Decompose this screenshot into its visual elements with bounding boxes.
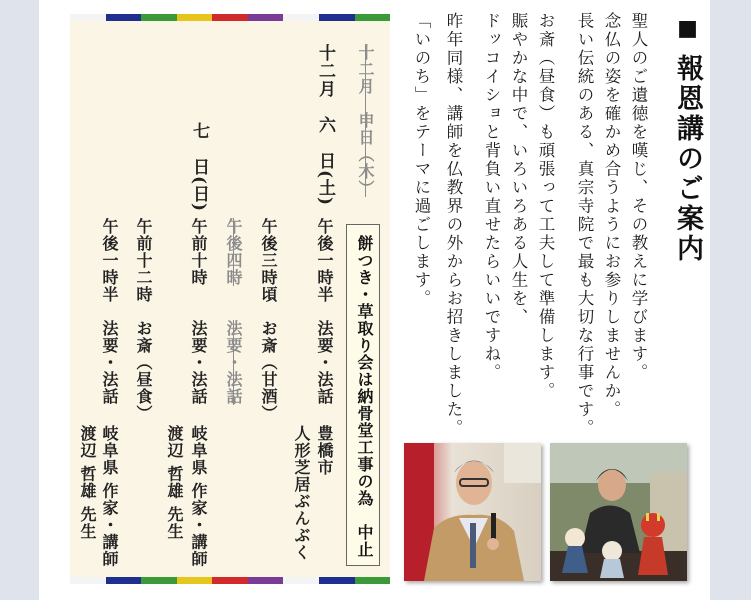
stripe-segment	[141, 577, 177, 584]
announcement-title	[668, 16, 707, 264]
day2-item3-speaker: 渡辺 哲雄 先生	[78, 425, 97, 541]
day2-item2-event: お斎（昼食）	[134, 320, 153, 422]
day2-item1-speaker: 渡辺 哲雄 先生	[165, 425, 184, 541]
puppet-photo	[550, 443, 687, 581]
announcement-paragraph-2: 念仏の姿を確かめ合うようにお参りしませんか。	[602, 12, 621, 419]
stripe-segment	[106, 14, 142, 21]
day2-item1-time: 午前十時	[189, 218, 208, 286]
cancellation-notice	[346, 224, 380, 566]
day1-item1-time: 午後一時半	[315, 218, 334, 303]
day1-item1-speaker: 人形芝居ぶんぶく	[292, 425, 311, 561]
day2-cancelled-time: 午後四時	[224, 218, 243, 286]
stripe-segment	[141, 14, 177, 21]
day2-item1-event: 法要・法話	[189, 320, 208, 405]
day2-item3-time: 午後一時半	[100, 218, 119, 303]
stripe-segment	[70, 577, 106, 584]
stripe-segment	[106, 577, 142, 584]
announcement-paragraph-3: 長い伝統のある、真宗寺院で最も大切な行事です。	[575, 12, 594, 438]
stripe-segment	[212, 14, 248, 21]
day2-cancelled-event: 法要・法話	[224, 320, 243, 405]
stripe-segment	[248, 14, 284, 21]
announcement-paragraph-1: 聖人のご遺徳を嘆じ、その教えに学びます。	[629, 12, 648, 382]
stripe-segment	[177, 14, 213, 21]
stripe-segment	[355, 577, 391, 584]
title-text: 報恩講のご案内	[672, 54, 703, 264]
stripe-segment	[319, 577, 355, 584]
day1-item2-time: 午後三時頃	[259, 218, 278, 303]
day1-item1-speaker-place: 豊橋市	[315, 425, 334, 476]
stripe-segment	[319, 14, 355, 21]
day2-item1-speaker-role: 岐阜県 作家・講師	[189, 425, 208, 568]
stripe-segment	[177, 577, 213, 584]
day2-date: 七 日(日)	[189, 122, 209, 213]
announcement-paragraph-7: 昨年同様、講師を仏教界の外からお招きしました。	[444, 12, 463, 438]
speaker-photo	[404, 443, 541, 581]
bottom-color-stripe	[70, 577, 390, 584]
stripe-segment	[283, 14, 319, 21]
day2-item2-time: 午前十二時	[134, 218, 153, 303]
stripe-segment	[283, 577, 319, 584]
day1-date: 十二月 六 日(土)	[315, 44, 335, 207]
day2-item3-event: 法要・法話	[100, 320, 119, 405]
day1-item2-event: お斎（甘酒）	[259, 320, 278, 422]
stripe-segment	[248, 577, 284, 584]
announcement-paragraph-6: ドッコイショと背負い直せたらいいですね。	[482, 12, 501, 382]
announcement-paragraph-5: 賑やかな中で、いろいろある人生を、	[509, 12, 528, 327]
day2-item3-speaker-role: 岐阜県 作家・講師	[100, 425, 119, 568]
top-color-stripe	[70, 14, 390, 21]
announcement-paragraph-8: 「いのち」をテーマに過ごします。	[412, 12, 431, 308]
stripe-segment	[212, 577, 248, 584]
stripe-segment	[355, 14, 391, 21]
stripe-segment	[70, 14, 106, 21]
announcement-paragraph-4: お斎（昼食）も頑張って工夫して準備します。	[536, 12, 555, 401]
day1-item1-event: 法要・法話	[315, 320, 334, 405]
title-marker-icon: ■	[675, 16, 700, 44]
cancelled-date: 十二月 申日（木）	[356, 44, 375, 197]
cancellation-notice-text: 餅つき・草取り会は納骨堂工事の為 中止	[355, 235, 374, 558]
